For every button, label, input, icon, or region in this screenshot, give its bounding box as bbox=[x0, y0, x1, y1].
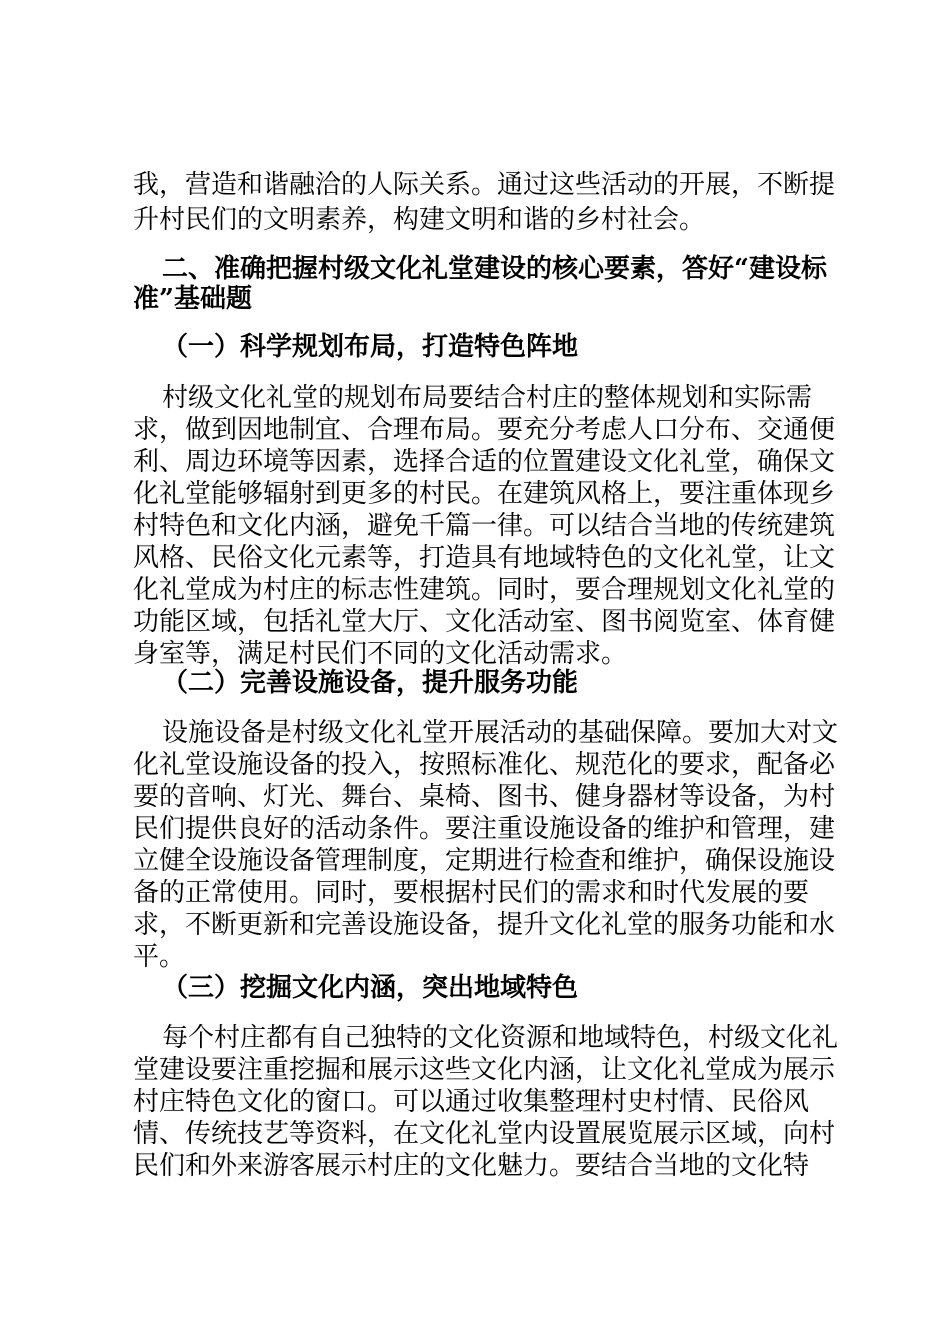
body-text-line: 化礼堂成为村庄的标志性建筑。同时，要合理规划文化礼堂的 bbox=[133, 575, 836, 605]
body-text-line: 村特色和文化内涵，避免千篇一律。可以结合当地的传统建筑 bbox=[133, 511, 836, 541]
body-text-line: 每个村庄都有自己独特的文化资源和地域特色，村级文化礼 bbox=[162, 1023, 839, 1053]
body-text-line: 平。 bbox=[133, 942, 186, 972]
body-text-line: 堂建设要注重挖掘和展示这些文化内涵，让文化礼堂成为展示 bbox=[133, 1055, 836, 1085]
body-text-line: 村庄特色文化的窗口。可以通过收集整理村史村情、民俗风 bbox=[133, 1087, 810, 1117]
subsection-heading: （一）科学规划布局，打造特色阵地 bbox=[162, 332, 579, 362]
subsection-heading: （二）完善设施设备，提升服务功能 bbox=[162, 668, 579, 698]
section-heading: 二、准确把握村级文化礼堂建设的核心要素，答好“建设标 bbox=[162, 254, 827, 284]
section-heading: 准”基础题 bbox=[133, 284, 252, 314]
body-text-line: 民们和外来游客展示村庄的文化魅力。要结合当地的文化特 bbox=[133, 1151, 810, 1181]
body-text-line: 要的音响、灯光、舞台、桌椅、图书、健身器材等设备，为村 bbox=[133, 782, 836, 812]
body-text-line: 求，不断更新和完善设施设备，提升文化礼堂的服务功能和水 bbox=[133, 910, 836, 940]
body-text-line: 设施设备是村级文化礼堂开展活动的基础保障。要加大对文 bbox=[162, 718, 839, 748]
body-text-line: 立健全设施设备管理制度，定期进行检查和维护，确保设施设 bbox=[133, 846, 836, 876]
body-text-line: 我，营造和谐融洽的人际关系。通过这些活动的开展，不断提 bbox=[133, 170, 836, 200]
body-text-line: 化礼堂能够辐射到更多的村民。在建筑风格上，要注重体现乡 bbox=[133, 479, 836, 509]
body-text-line: 功能区域，包括礼堂大厅、文化活动室、图书阅览室、体育健 bbox=[133, 607, 836, 637]
subsection-heading: （三）挖掘文化内涵，突出地域特色 bbox=[162, 973, 579, 1003]
body-text-line: 利、周边环境等因素，选择合适的位置建设文化礼堂，确保文 bbox=[133, 447, 836, 477]
body-text-line: 身室等，满足村民们不同的文化活动需求。 bbox=[133, 639, 628, 669]
body-text-line: 化礼堂设施设备的投入，按照标准化、规范化的要求，配备必 bbox=[133, 750, 836, 780]
body-text-line: 备的正常使用。同时，要根据村民们的需求和时代发展的要 bbox=[133, 878, 810, 908]
body-text-line: 求，做到因地制宜、合理布局。要充分考虑人口分布、交通便 bbox=[133, 415, 836, 445]
body-text-line: 情、传统技艺等资料，在文化礼堂内设置展览展示区域，向村 bbox=[133, 1119, 836, 1149]
body-text-line: 升村民们的文明素养，构建文明和谐的乡村社会。 bbox=[133, 205, 706, 235]
body-text-line: 风格、民俗文化元素等，打造具有地域特色的文化礼堂，让文 bbox=[133, 543, 836, 573]
body-text-line: 村级文化礼堂的规划布局要结合村庄的整体规划和实际需 bbox=[162, 383, 813, 413]
body-text-line: 民们提供良好的活动条件。要注重设施设备的维护和管理，建 bbox=[133, 814, 836, 844]
